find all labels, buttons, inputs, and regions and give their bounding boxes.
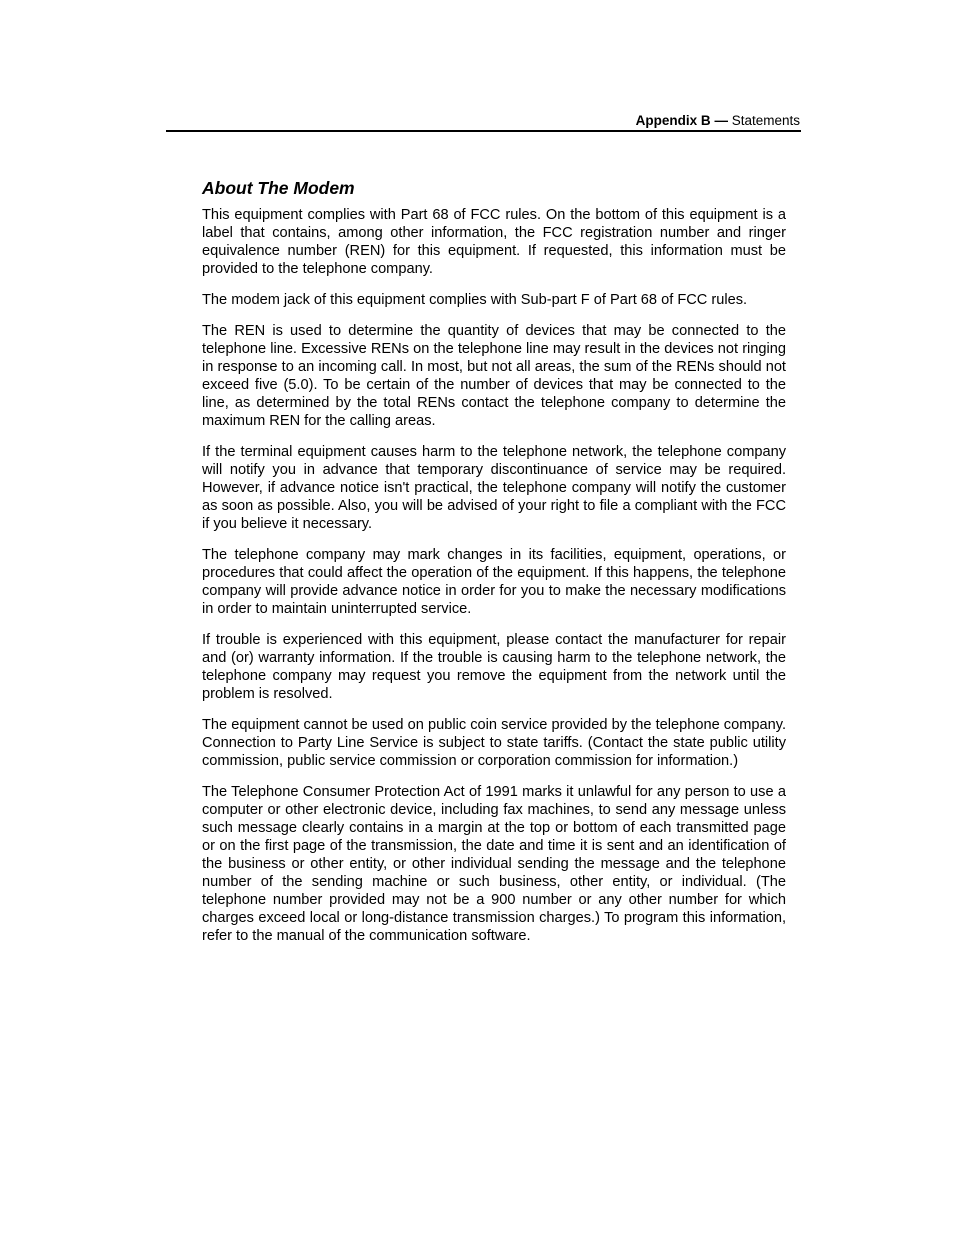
header-section: Statements <box>731 113 800 128</box>
header-dash: — <box>710 113 732 128</box>
header-rule <box>166 130 801 132</box>
paragraph-tcpa: The Telephone Consumer Protection Act of 1991 marks it unlawful for any person to use a computer or other electronic device, including fax machines, to send any message unless such message clearly contains in a margin at the top or bottom of each transmitted page or on the first page of the transmission, the date and time it is sent and an identification of the business or other entity, or other individual sending the message and the telephone number of the sending machine or such business, other entity, or individual. (The telephone number provided may not be a 900 number or any other number for which charges exceed local or long-distance transmission charges.) To program this information, refer to the manual of the communication software. <box>202 784 786 944</box>
running-header <box>166 112 800 129</box>
paragraph-ren: The REN is used to determine the quantity of devices that may be connected to the telephone line. Excessive RENs on the telephone line may result in the devices not ringing in response to an incoming call. In most, but not all areas, the sum of the RENs should not exceed five (5.0). To be certain of the number of devices that may be connected to the line, as determined by the total RENs contact the telephone company to determine the maximum REN for the calling areas. <box>202 323 786 429</box>
section-title: About The Modem <box>202 178 355 198</box>
page-content <box>202 176 786 958</box>
paragraph-trouble: If trouble is experienced with this equipment, please contact the manufacturer for repair and (or) warranty information. If the trouble is causing harm to the telephone network, the telephone company may request you remove the equipment from the network until the problem is resolved. <box>202 632 786 702</box>
paragraph-network-harm: If the terminal equipment causes harm to the telephone network, the telephone company will notify you in advance that temporary discontinuance of service may be required. However, if advance notice isn't practical, the telephone company will notify the customer as soon as possible. Also, you will be advised of your right to file a compliant with the FCC if you believe it necessary. <box>202 444 786 532</box>
header-appendix: Appendix B <box>635 113 711 128</box>
paragraph-fcc-label: This equipment complies with Part 68 of FCC rules. On the bottom of this equipment is a label that contains, among other information, the FCC registration number and ringer equivalence number (REN) for this equipment. If requested, this information must be provided to the telephone company. <box>202 207 786 277</box>
paragraph-facility-changes: The telephone company may mark changes in its facilities, equipment, operations, or procedures that could affect the operation of the equipment. If this happens, the telephone company will provide advance notice in order for you to make the necessary modifications in order to maintain uninterrupted service. <box>202 547 786 617</box>
paragraph-coin-service: The equipment cannot be used on public coin service provided by the telephone company. Connection to Party Line Service is subject to state tariffs. (Contact the state public utility commission, public service commission or corporation commission for information.) <box>202 717 786 769</box>
paragraph-modem-jack: The modem jack of this equipment complies with Sub-part F of Part 68 of FCC rules. <box>202 292 748 308</box>
